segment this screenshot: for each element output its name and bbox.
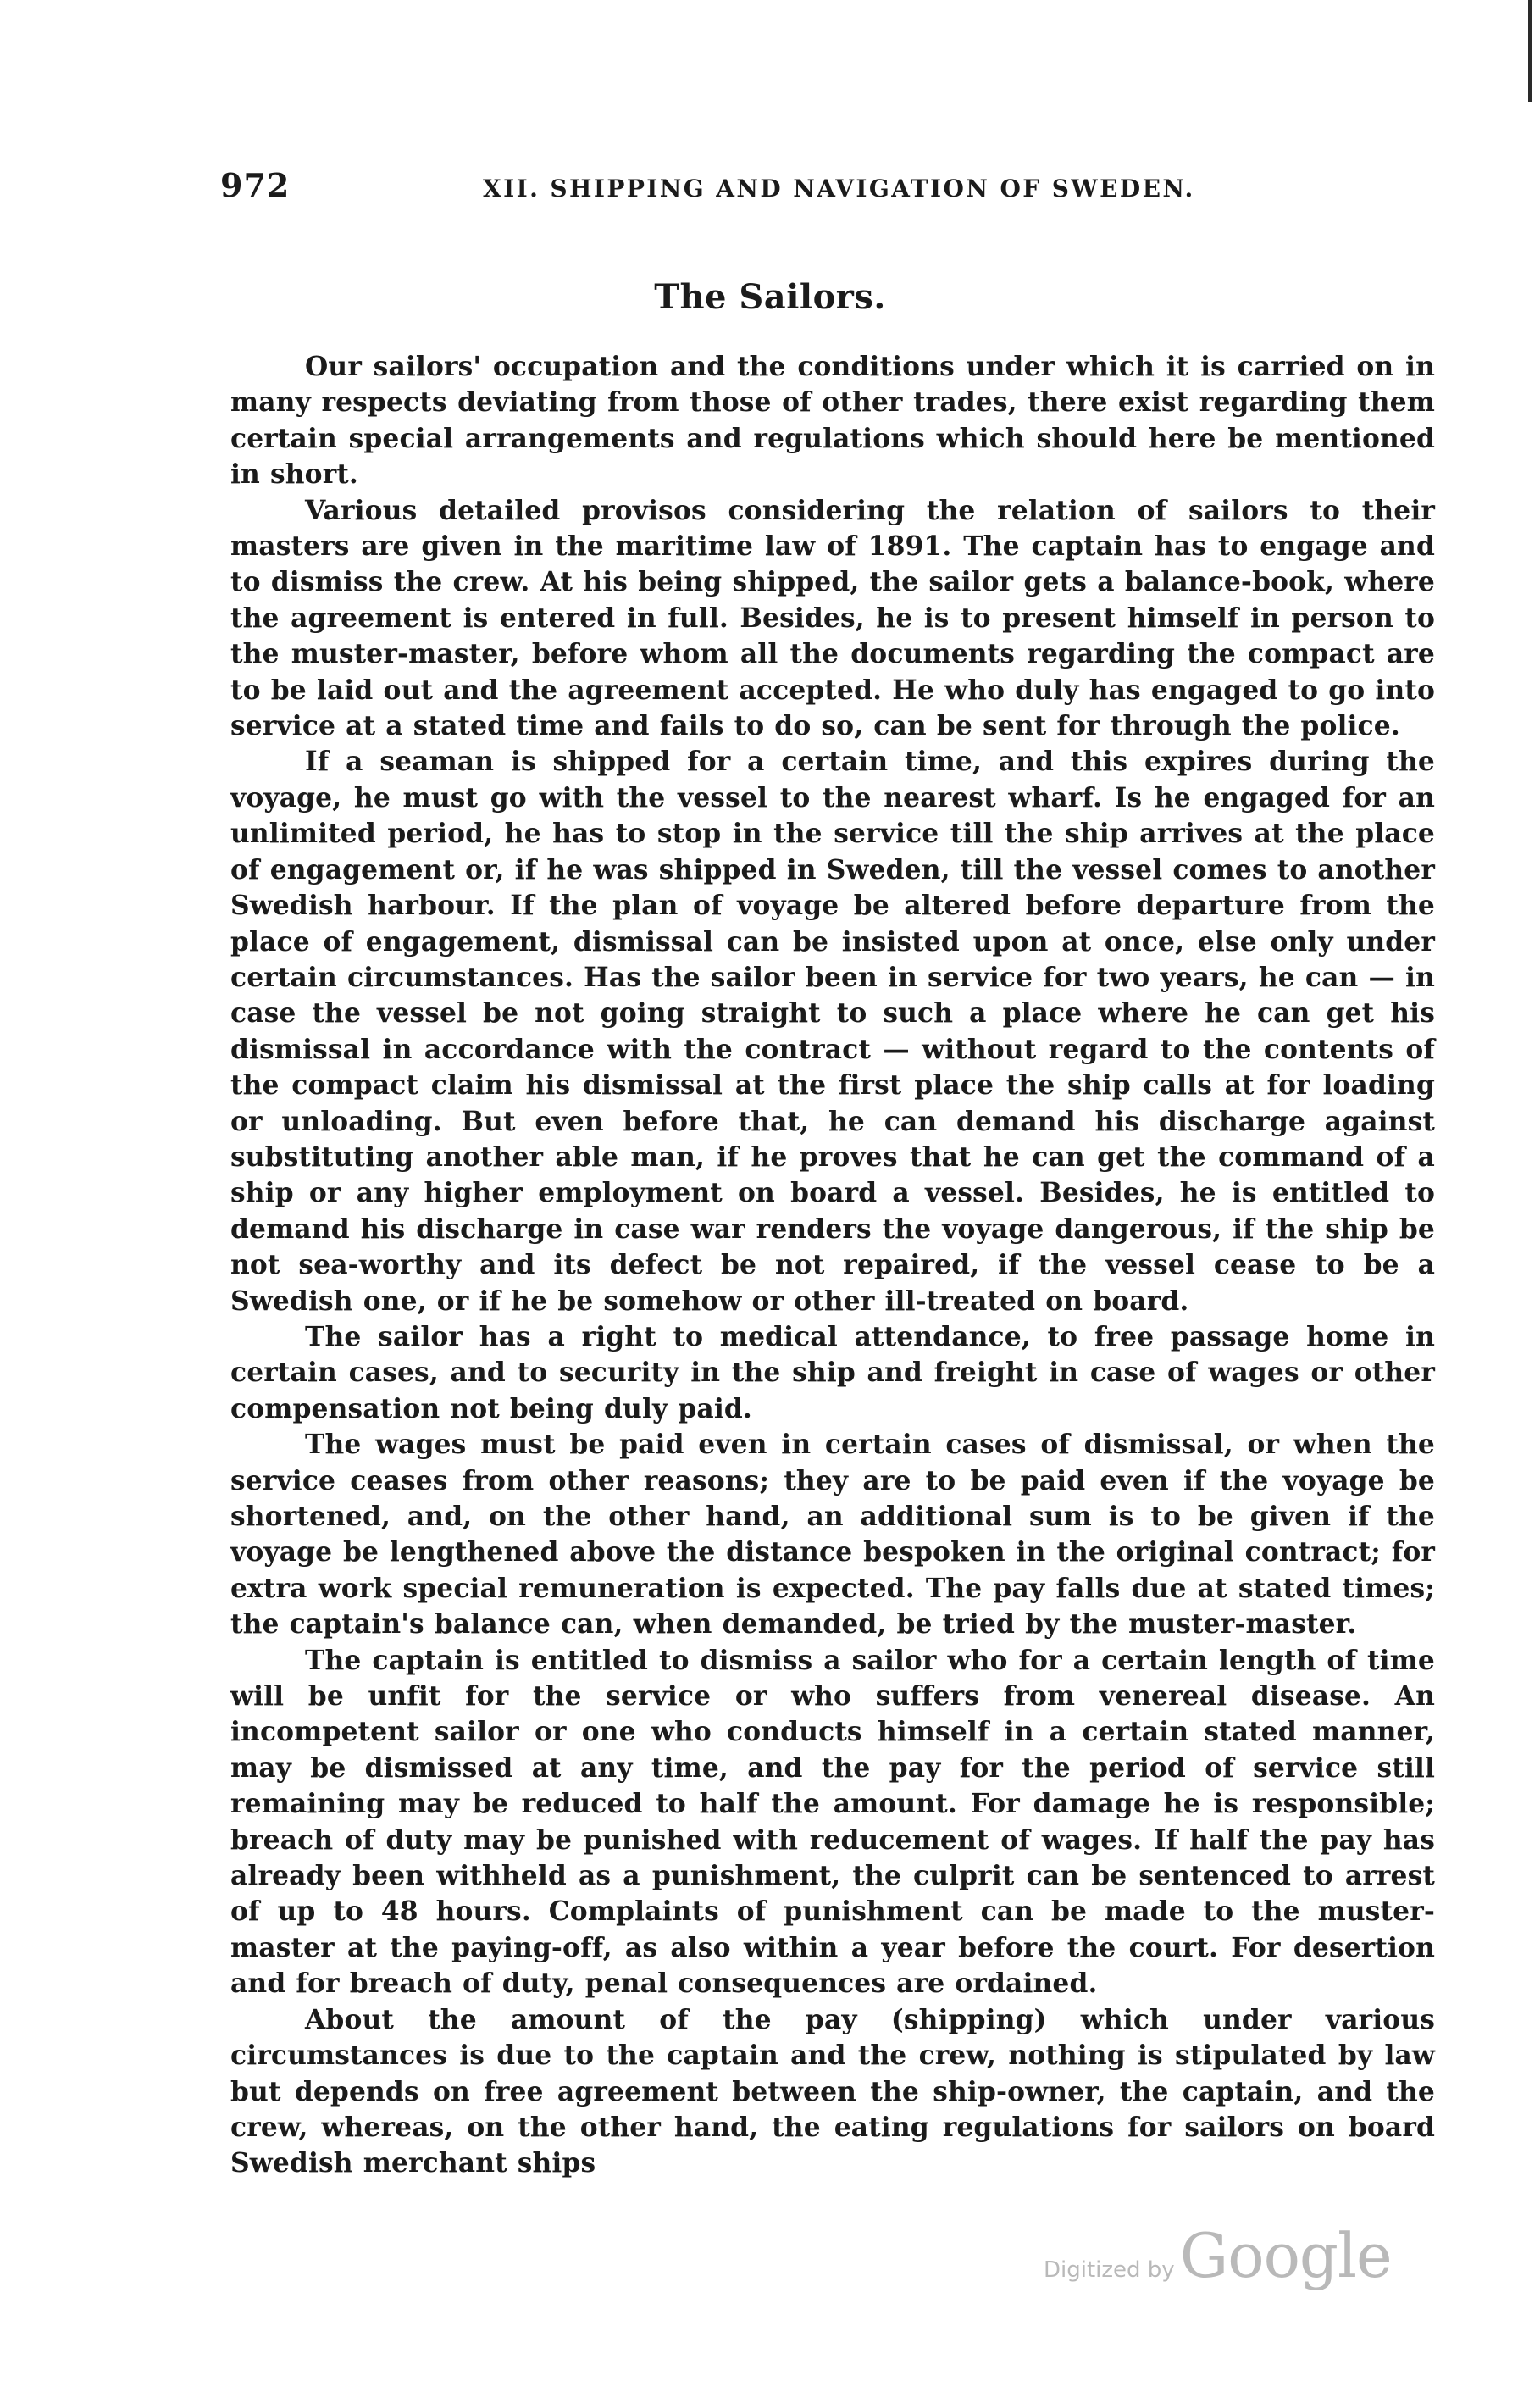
text-run: are given in the maritime law of 1891. The captain has to engage and to dismiss the crew. At his being shipped, the sailor gets a balance-book, where the agreement is entered in full. Besides, he is to present himself in person to the muster-master, before whom all the documents regarding the compact are to be laid out and the agreement accepted. He who duly has engaged to go into service at a stated time and fails to do so, can be sent for through the police.	[230, 531, 1435, 742]
paragraph	[230, 349, 1435, 493]
emphasized-term: pay	[805, 2004, 857, 2035]
text-run: If a seaman is shipped for a certain time, and this expires during the voyage, he must go with the vessel to the nearest wharf. Is he engaged for an unlimited period, he has to stop in the service till the ship arrives at the place of engagement or, if he was shipped in Sweden, till the vessel comes to another Swedish harbour. If the plan of voyage be altered before departure from the place of engagement, dismissal can be insisted upon at once, else only under certain circumstances. Has the sailor been in service for two years, he can — in case the vessel be not going straight to such a place where he can get his dismissal in accordance with the contract — without regard to the contents of the compact claim his dismissal at the first place the ship calls at for loading or unloading. But even before that, he can demand his discharge against substituting another able man, if he proves that he can get the command of a ship or any higher employment on board a vessel. Besides, he is entitled to demand his discharge in case war renders the voyage dangerous, if the ship be not sea-worthy and its defect be not repaired, if the vessel cease to be a Swedish one, or if he be somehow or other ill-treated on board.	[230, 747, 1435, 1317]
page-number: 972	[220, 166, 291, 204]
text-run: The sailor has a right to medical attendance, to free passage home in certain cases, and to security in the ship and freight in case of wages or other compensation not being duly paid.	[230, 1321, 1435, 1424]
text-run: for sailors on board Swedish merchant ships	[230, 2112, 1435, 2179]
text-run: The captain is entitled to dismiss a sailor who for a certain length of time will be unfit for the service or who suffers from venereal disease. An incompetent sailor or one who conducts himself in a certain stated manner, may be dismissed at any time, and the pay for the period of service still remaining may be reduced to half the amount. For damage he is responsible; breach of duty may be punished with reducement of wages. If half the pay has already been withheld as a punishment, the culprit can be sentenced to arrest of up to 48 hours. Complaints of punishment can be made to the muster-master at the paying-off, as also within a year before the court. For desertion and for breach of duty, penal consequences are ordained.	[230, 1645, 1435, 2000]
google-logo: Google	[1179, 2220, 1392, 2291]
paragraph	[230, 1319, 1435, 1427]
section-title: The Sailors.	[654, 277, 886, 317]
text-run: (shipping) which under various circumstances is due to the captain and the crew, nothing is stipulated by law but depends on free agreement between the ship-owner, the captain, and the crew, whereas, on the other hand, the	[230, 2004, 1436, 2143]
paragraph	[230, 744, 1435, 1319]
paragraph	[230, 493, 1435, 745]
body-text	[230, 349, 1435, 2182]
text-run: About the amount of the	[305, 2004, 806, 2035]
page-edge-rule	[1528, 0, 1532, 102]
text-run: The wages must be paid even in certain cases of dismissal, or when the service ceases from other reasons; they are to be paid even if the voyage be shortened, and, on the other hand, an additional sum is to be given if the voyage be lengthened above the distance bespoken in the original contract; for extra work special remuneration is expected. The pay falls due at stated times; the captain's balance can, when demanded, be tried by the muster-master.	[230, 1429, 1435, 1640]
text-run: Our sailors' occupation and the conditions under which it is carried on in many respects deviating from those of other trades, there exist regarding them certain special arrangements and regulations which should here be mentioned in short.	[230, 352, 1435, 491]
running-head: XII. SHIPPING AND NAVIGATION OF SWEDEN.	[483, 175, 1195, 203]
watermark-prefix: Digitized by	[1044, 2257, 1175, 2283]
emphasized-term: relation of sailors to their masters	[230, 495, 1435, 563]
text-run: Various detailed provisos considering the	[305, 495, 998, 526]
paragraph	[230, 1643, 1435, 2002]
digitized-watermark	[1044, 2220, 1392, 2291]
paragraph	[230, 1427, 1435, 1642]
emphasized-term: eating regulations	[834, 2112, 1115, 2143]
paragraph	[230, 2002, 1435, 2182]
